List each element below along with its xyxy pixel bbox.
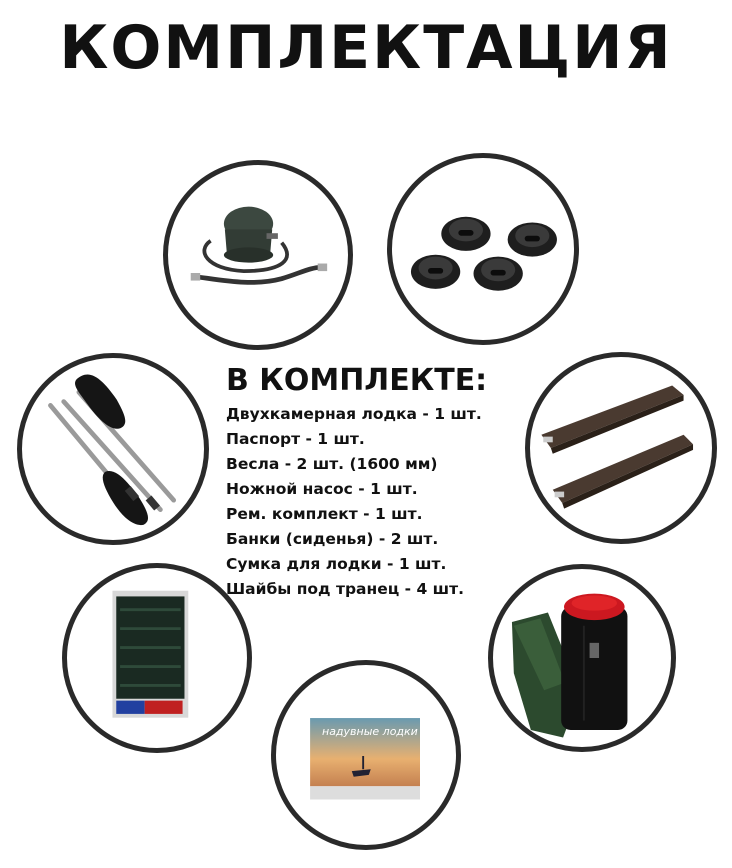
list-item: Двухкамерная лодка - 1 шт. bbox=[226, 405, 482, 423]
washers-circle bbox=[387, 153, 579, 345]
list-item: Ножной насос - 1 шт. bbox=[226, 480, 418, 498]
list-item: Шайбы под транец - 4 шт. bbox=[226, 580, 464, 598]
transom-washers-icon bbox=[392, 158, 574, 340]
list-item: Паспорт - 1 шт. bbox=[226, 430, 365, 448]
foot-pump-icon bbox=[168, 165, 348, 345]
kit-list-block bbox=[226, 362, 526, 602]
repair-kit-circle bbox=[62, 563, 252, 753]
repair-kit-icon bbox=[67, 568, 247, 748]
oars-circle bbox=[17, 353, 209, 545]
passport-card-icon bbox=[276, 665, 456, 845]
passport-circle bbox=[271, 660, 461, 850]
passport-card-title: надувные лодки bbox=[322, 725, 418, 738]
list-item: Сумка для лодки - 1 шт. bbox=[226, 555, 447, 573]
kit-heading: В КОМПЛЕКТЕ: bbox=[226, 363, 488, 398]
oars-icon bbox=[22, 358, 204, 540]
list-item: Весла - 2 шт. (1600 мм) bbox=[226, 455, 438, 473]
page-title: КОМПЛЕКТАЦИЯ bbox=[59, 13, 673, 83]
foot-pump-circle bbox=[163, 160, 353, 350]
kit-list bbox=[226, 402, 526, 602]
list-item: Рем. комплект - 1 шт. bbox=[226, 505, 423, 523]
seats-circle bbox=[525, 352, 717, 544]
bench-seats-icon bbox=[530, 357, 712, 539]
list-item: Банки (сиденья) - 2 шт. bbox=[226, 530, 439, 548]
